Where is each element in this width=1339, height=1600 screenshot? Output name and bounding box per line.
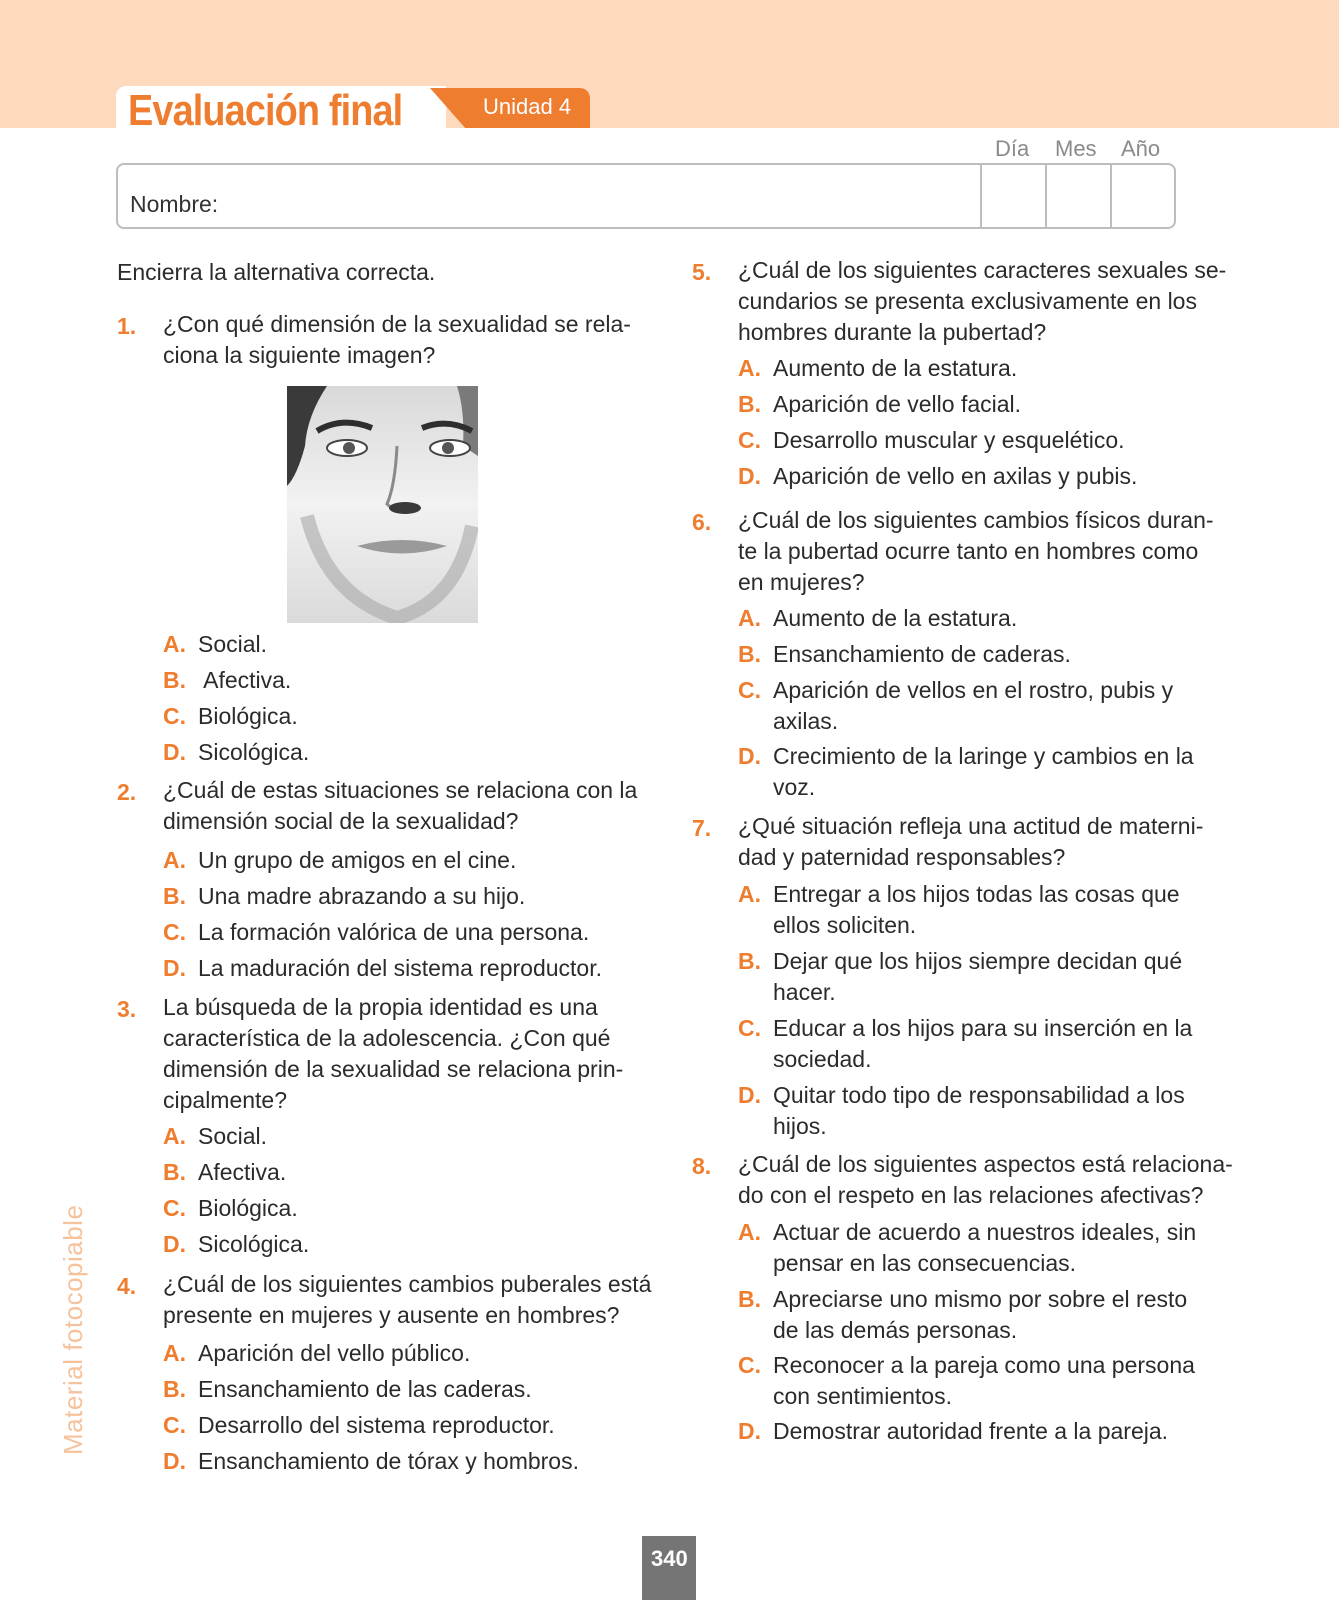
option-text: Una madre abrazando a su hijo. <box>198 883 526 909</box>
option-letter: D. <box>738 1418 761 1444</box>
option-text: Quitar todo tipo de responsabilidad a los <box>773 1082 1185 1108</box>
answer-option[interactable] <box>738 741 1208 803</box>
question-text: te la pubertad ocurre tanto en hombres como <box>738 538 1199 564</box>
option-text: Sicológica. <box>198 739 310 765</box>
answer-option[interactable] <box>163 881 633 912</box>
answer-option[interactable] <box>163 701 633 732</box>
option-letter: B. <box>163 667 186 693</box>
answer-option[interactable] <box>163 1446 633 1477</box>
answer-option[interactable] <box>738 1217 1208 1279</box>
option-text-continued: sociedad. <box>773 1046 872 1072</box>
option-text: Desarrollo muscular y esquelético. <box>773 427 1125 453</box>
option-letter: B. <box>738 641 761 667</box>
answer-option[interactable] <box>738 389 1208 420</box>
question-text: presente en mujeres y ausente en hombres? <box>163 1302 620 1328</box>
option-text: Afectiva. <box>198 1159 287 1185</box>
answer-option[interactable] <box>738 1350 1208 1412</box>
option-letter: A. <box>163 631 186 657</box>
option-text: Social. <box>198 1123 268 1149</box>
option-letter: D. <box>738 743 761 769</box>
option-text-continued: voz. <box>773 774 816 800</box>
option-text: Apreciarse uno mismo por sobre el resto <box>773 1286 1188 1312</box>
option-letter: B. <box>163 883 186 909</box>
option-letter: A. <box>163 1123 186 1149</box>
option-text-continued: con sentimientos. <box>773 1383 952 1409</box>
option-letter: D. <box>163 1231 186 1257</box>
answer-option[interactable] <box>738 1284 1208 1346</box>
option-text: Aparición de vellos en el rostro, pubis y <box>773 677 1174 703</box>
option-text: Aparición del vello público. <box>198 1340 471 1366</box>
option-text: Un grupo de amigos en el cine. <box>198 847 517 873</box>
option-text: Aparición de vello facial. <box>773 391 1022 417</box>
answer-option[interactable] <box>738 461 1208 492</box>
answer-option[interactable] <box>163 629 633 660</box>
answer-option[interactable] <box>163 737 633 768</box>
option-letter: C. <box>738 1352 761 1378</box>
question-text: característica de la adolescencia. ¿Con qué <box>163 1025 611 1051</box>
question-number: 6. <box>692 509 712 535</box>
answer-option[interactable] <box>738 1416 1208 1447</box>
option-letter: D. <box>738 463 761 489</box>
answer-option[interactable] <box>163 1121 633 1152</box>
question-number: 4. <box>117 1273 137 1299</box>
answer-option[interactable] <box>738 879 1208 941</box>
question-text: La búsqueda de la propia identidad es una <box>163 994 598 1020</box>
answer-option[interactable] <box>738 946 1208 1008</box>
option-text-continued: axilas. <box>773 708 839 734</box>
option-letter: B. <box>163 1159 186 1185</box>
question-text: do con el respeto en las relaciones afectivas? <box>738 1182 1204 1208</box>
answer-option[interactable] <box>738 1013 1208 1075</box>
option-letter: C. <box>163 703 186 729</box>
option-letter: B. <box>738 948 761 974</box>
date-label-year: Año <box>1121 136 1161 161</box>
month-field[interactable] <box>1045 165 1109 227</box>
question-text: cundarios se presenta exclusivamente en los <box>738 288 1197 314</box>
option-letter: C. <box>738 1015 761 1041</box>
question-text: ¿Qué situación refleja una actitud de materni- <box>738 813 1204 839</box>
answer-option[interactable] <box>163 665 633 696</box>
option-letter: A. <box>738 355 761 381</box>
answer-option[interactable] <box>738 1080 1208 1142</box>
option-letter: D. <box>163 1448 186 1474</box>
question-text: dimensión social de la sexualidad? <box>163 808 519 834</box>
option-text: Biológica. <box>198 703 298 729</box>
option-text: Aumento de la estatura. <box>773 355 1018 381</box>
option-text-continued: hacer. <box>773 979 836 1005</box>
date-label-day: Día <box>995 136 1030 161</box>
option-letter: D. <box>163 955 186 981</box>
option-text: Reconocer a la pareja como una persona <box>773 1352 1195 1378</box>
option-letter: A. <box>163 847 186 873</box>
unit-label: Unidad 4 <box>483 94 572 119</box>
option-text: Ensanchamiento de caderas. <box>773 641 1071 667</box>
date-label-month: Mes <box>1055 136 1097 161</box>
option-text: Afectiva. <box>198 667 292 693</box>
option-text: Crecimiento de la laringe y cambios en la <box>773 743 1194 769</box>
option-text-continued: hijos. <box>773 1113 827 1139</box>
instruction: Encierra la alternativa correcta. <box>117 259 436 285</box>
answer-option[interactable] <box>738 353 1208 384</box>
question-text: ¿Cuál de estas situaciones se relaciona con la <box>163 777 638 803</box>
option-letter: D. <box>163 739 186 765</box>
option-text: Aparición de vello en axilas y pubis. <box>773 463 1138 489</box>
option-letter: C. <box>738 427 761 453</box>
option-text: Sicológica. <box>198 1231 310 1257</box>
question-text: ¿Cuál de los siguientes caracteres sexuales se- <box>738 257 1227 283</box>
option-letter: C. <box>163 919 186 945</box>
answer-option[interactable] <box>163 917 633 948</box>
side-label: Material fotocopiable <box>58 1204 88 1455</box>
answer-option[interactable] <box>163 1338 633 1369</box>
option-letter: A. <box>163 1340 186 1366</box>
option-text: Biológica. <box>198 1195 298 1221</box>
option-text: Aumento de la estatura. <box>773 605 1018 631</box>
year-field[interactable] <box>1110 165 1174 227</box>
option-text: La maduración del sistema reproductor. <box>198 955 602 981</box>
option-letter: C. <box>738 677 761 703</box>
answer-option[interactable] <box>738 675 1208 737</box>
option-text: Social. <box>198 631 268 657</box>
option-text-continued: ellos soliciten. <box>773 912 917 938</box>
option-letter: D. <box>738 1082 761 1108</box>
question-text: hombres durante la pubertad? <box>738 319 1047 345</box>
option-letter: B. <box>738 391 761 417</box>
question-number: 5. <box>692 259 712 285</box>
option-text: Ensanchamiento de las caderas. <box>198 1376 532 1402</box>
option-text: Dejar que los hijos siempre decidan qué <box>773 948 1183 974</box>
answer-option[interactable] <box>163 1410 633 1441</box>
face-photo <box>287 386 478 623</box>
option-letter: A. <box>738 605 761 631</box>
question-text: ¿Cuál de los siguientes aspectos está relaciona- <box>738 1151 1233 1177</box>
answer-option[interactable] <box>163 1229 633 1260</box>
option-letter: A. <box>738 1219 761 1245</box>
question-text: cipalmente? <box>163 1087 288 1113</box>
question-number: 1. <box>117 313 137 339</box>
answer-option[interactable] <box>738 639 1208 670</box>
question-text: ¿Cuál de los siguientes cambios físicos duran- <box>738 507 1214 533</box>
question-number: 2. <box>117 779 137 805</box>
option-letter: B. <box>163 1376 186 1402</box>
option-text: La formación valórica de una persona. <box>198 919 590 945</box>
question-text: dimensión de la sexualidad se relaciona prin- <box>163 1056 624 1082</box>
option-letter: C. <box>163 1195 186 1221</box>
question-text: dad y paternidad responsables? <box>738 844 1066 870</box>
name-label: Nombre: <box>130 191 219 217</box>
page-number: 340 <box>651 1546 688 1571</box>
option-text: Entregar a los hijos todas las cosas que <box>773 881 1180 907</box>
question-text: en mujeres? <box>738 569 865 595</box>
question-number: 8. <box>692 1153 712 1179</box>
option-text: Educar a los hijos para su inserción en la <box>773 1015 1193 1041</box>
answer-option[interactable] <box>163 1374 633 1405</box>
option-text: Ensanchamiento de tórax y hombros. <box>198 1448 579 1474</box>
question-text: ¿Con qué dimensión de la sexualidad se rela- <box>163 311 631 337</box>
option-letter: B. <box>738 1286 761 1312</box>
answer-option[interactable] <box>738 425 1208 456</box>
option-letter: C. <box>163 1412 186 1438</box>
page-title: Evaluación final <box>128 86 403 135</box>
option-text: Desarrollo del sistema reproductor. <box>198 1412 555 1438</box>
option-text: Demostrar autoridad frente a la pareja. <box>773 1418 1169 1444</box>
face-image <box>287 386 478 623</box>
option-letter: A. <box>738 881 761 907</box>
option-text: Actuar de acuerdo a nuestros ideales, sin <box>773 1219 1197 1245</box>
answer-option[interactable] <box>163 1157 633 1188</box>
day-field[interactable] <box>980 165 1044 227</box>
option-text-continued: pensar en las consecuencias. <box>773 1250 1077 1276</box>
question-text: ciona la siguiente imagen? <box>163 342 436 368</box>
question-number: 7. <box>692 815 712 841</box>
answer-option[interactable] <box>163 1193 633 1224</box>
name-field[interactable] <box>116 163 1176 229</box>
question-number: 3. <box>117 996 137 1022</box>
question-text: ¿Cuál de los siguientes cambios puberales está <box>163 1271 652 1297</box>
answer-option[interactable] <box>163 845 633 876</box>
option-text-continued: de las demás personas. <box>773 1317 1018 1343</box>
answer-option[interactable] <box>163 953 633 984</box>
answer-option[interactable] <box>738 603 1208 634</box>
